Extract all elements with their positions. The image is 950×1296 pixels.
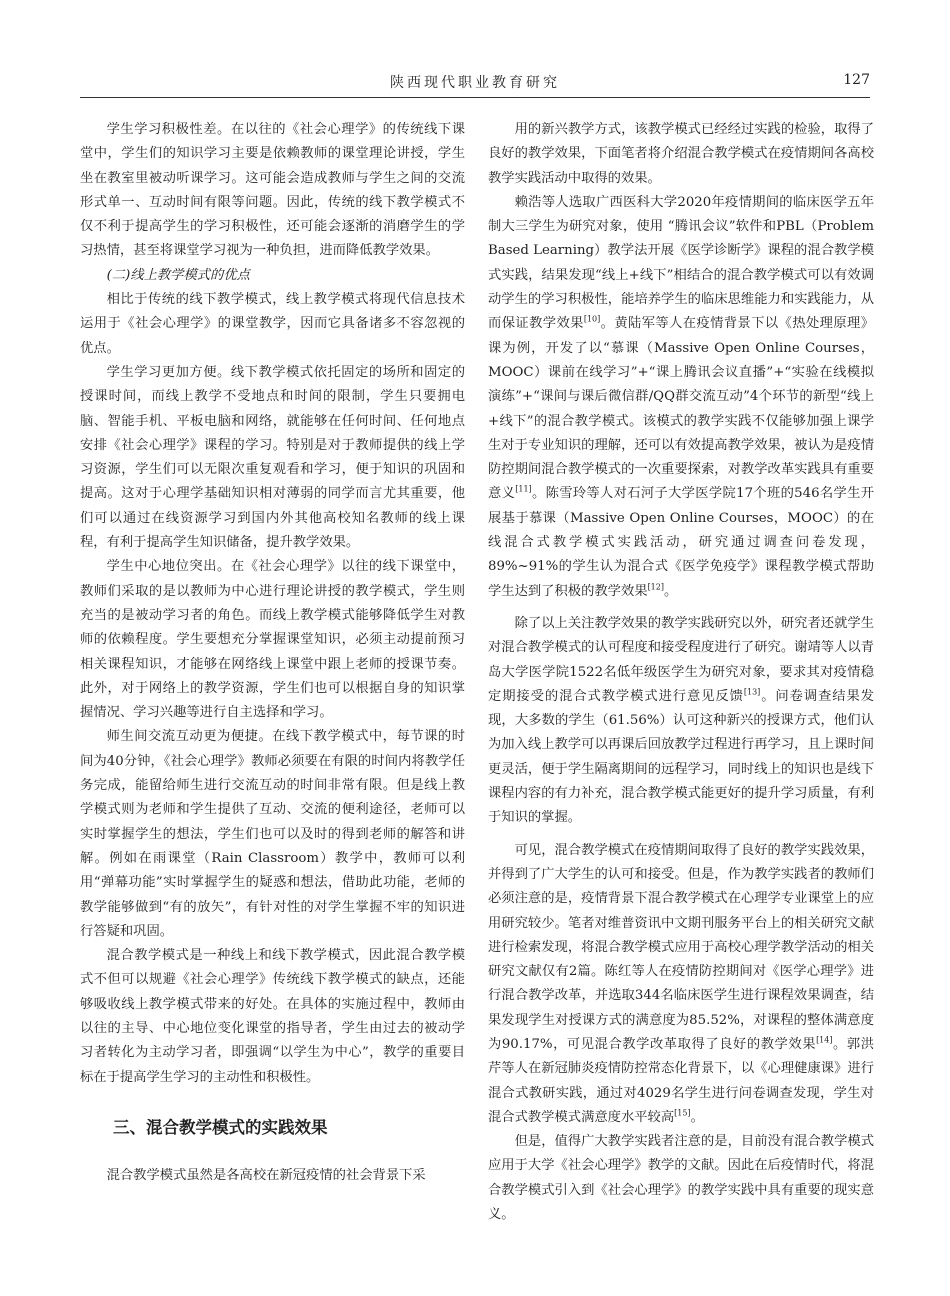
citation: [11] [515,485,532,495]
text-run: 。问卷调查结果发现，大多数的学生（61.56%）认可这种新兴的授课方式，他们认为加入线上教学可以再课后回放教学过程进行再学习，且上课时间更灵活，便于学生隔离期间的远程学习，同时线上的知识也是线下课程内容的有力补充，混合教学模式能更好的提升学习质量，有利于知识的掌握。 [488,688,875,826]
paragraph: 用的新兴教学方式，该教学模式已经经过实践的检验，取得了良好的教学效果，下面笔者将介绍混合教学模式在疫情期间各高校教学实践活动中取得的效果。 [488,122,874,186]
sub-heading: (二)线上教学模式的优点 [106,267,250,283]
citation: [13] [743,687,761,697]
journal-title: 陕西现代职业教育研究 [390,75,560,91]
text-run: 除了以上关注教学效果的教学实践研究以外，研究者还就学生对混合教学模式的认可程度和接受程度进行了研究。谢靖等人以青岛大学医学院1522名低年级医学生为研究对象，要求其对疫情稳定期接受的混合式教学模式进行意见反馈 [488,615,874,704]
right-column [488,118,874,1227]
citation: [15] [674,1108,691,1118]
citation: [12] [647,582,664,592]
text-run: 。陈雪玲等人对石河子大学医学院17个班的546名学生开展基于慕课（Massive Open Online Courses，MOOC）的在线混合式教学模式实践活动，研究通过调查问卷发现，89%~91%的学生认为混合式《医学免疫学》课程教学模式帮助学生达到了积极的教学效果 [488,486,875,599]
paragraph: 混合教学模式虽然是各高校在新冠疫情的社会背景下采 [106,1167,426,1183]
text-run: 。郭洪芹等人在新冠肺炎疫情防控常态化背景下，以《心理健康课》进行混合式教研实践，通过对4029名学生进行问卷调查发现，学生对混合式教学模式满意度水平较高 [488,1036,875,1125]
running-header [80,70,870,96]
paragraph: 但是，值得广大教学实践者注意的是，目前没有混合教学模式应用于大学《社会心理学》教学的文献。因此在后疫情时代，将混合教学模式引入到《社会心理学》的教学实践中具有重要的现实意义。 [488,1134,874,1223]
paragraph: 学生学习更加方便。线下教学模式依托固定的场所和固定的授课时间，而线上教学不受地点和时间的限制，学生只要拥电脑、智能手机、平板电脑和网络，就能够在任何时间、任何地点安排《社会心理学》课程的学习。特别是对于教师提供的线上学习资源，学生们可以无限次重复观看和学习，便于知识的巩固和提高。这对于心理学基础知识相对薄弱的同学而言尤其重要，他们可以通过在线资源学习到国内外其他高校知名教师的线上课程，有利于提高学生知识储备，提升教学效果。 [80,364,465,551]
citation: [10] [583,314,601,324]
paragraph [488,191,874,604]
text-run: 赖浩等人选取广西医科大学2020年疫情期间的临床医学五年制大三学生为研究对象，使用 “腾讯会议”软件和PBL（Problem Based Learning）教学法开展《医学诊断学》课程的混合教学模式实践，结果发现“线上+线下”相结合的混合教学模式可以有效调动学生的学习积极性，能培养学生的临床思维能力和实践能力，从而保证教学效果 [488,194,874,332]
header-rule [80,97,870,98]
page-number: 127 [843,72,870,88]
left-column [80,118,465,1188]
text-run: 。 [663,583,678,599]
paragraph: 混合教学模式是一种线上和线下教学模式，因此混合教学模式不但可以规避《社会心理学》传统线下教学模式的缺点，还能够吸收线上教学模式带来的好处。在具体的实施过程中，教师由以往的主导、中心地位变化课堂的指导者，学生由过去的被动学习者转化为主动学习者，即强调“以学生为中心”，教学的重要目标在于提高学生学习的主动性和积极性。 [80,948,465,1085]
section-heading: 三、混合教学模式的实践效果 [113,1117,328,1137]
spacer [488,604,874,612]
text-run: 。黄陆军等人在疫情背景下以《热处理原理》课为例，开发了以“慕课（Massive Open Online Courses， MOOC）课前在线学习”+“课上腾讯会议直播”+“实验在线模拟演练”+“课间与课后微信群/QQ群交流互动”4个环节的新型“线上+线下”的混合教学模式。该模式的教学实践不仅能够加强上课学生对于专业知识的理解，还可以有效提高教学效果，被认为是疫情防控期间混合教学模式的一次重要探索，对教学改革实践具有重要意义 [488,316,875,502]
paragraph: 学生学习积极性差。在以往的《社会心理学》的传统线下课堂中，学生们的知识学习主要是依赖教师的课堂理论讲授，学生坐在教室里被动听课学习。这可能会造成教师与学生之间的交流形式单一、互动时间有限等问题。因此，传统的线下教学模式不仅不利于提高学生的学习积极性，还可能会逐渐的消磨学生的学习热情，甚至将课堂学习视为一种负担，进而降低教学效果。 [80,122,465,259]
paragraph [488,612,874,831]
citation: [14] [816,1035,833,1045]
paragraph: 相比于传统的线下教学模式，线上教学模式将现代信息技术运用于《社会心理学》的课堂教学，因而它具备诸多不容忽视的优点。 [80,292,465,356]
text-run: 。 [690,1109,704,1125]
text-run: 可见，混合教学模式在疫情期间取得了良好的教学实践效果，并得到了广大学生的认可和接受。但是，作为教学实践者的教师们必须注意的是，疫情背景下混合教学模式在心理学专业课堂上的应用研究较少。笔者对维普资讯中文期刊服务平台上的相关研究文献进行检索发现，将混合教学模式应用于高校心理学教学活动的相关研究文献仅有2篇。陈红等人在疫情防控期间对《医学心理学》进行混合教学改革，并选取344名临床医学生进行课程效果调查，结果发现学生对授课方式的满意度为85.52%，对课程的整体满意度为90.17%，可见混合教学改革取得了良好的教学效果 [488,842,874,1052]
paragraph [488,839,874,1131]
paragraph: 学生中心地位突出。在《社会心理学》以往的线下课堂中，教师们采取的是以教师为中心进行理论讲授的教学模式，学生则充当的是被动学习者的角色。而线上教学模式能够降低学生对教师的依赖程度。学生要想充分掌握课堂知识，必须主动提前预习相关课程知识，才能够在网络线上课堂中跟上老师的授课节奏。此外，对于网络上的教学资源，学生们也可以根据自身的知识掌握情况、学习兴趣等进行自主选择和学习。 [80,559,465,721]
spacer [488,831,874,839]
paragraph: 师生间交流互动更为便捷。在线下教学模式中，每节课的时间为40分钟，《社会心理学》教师必须要在有限的时间内将教学任务完成，能留给师生进行交流互动的时间非常有限。但是线上教学模式则为老师和学生提供了互动、交流的便利途径，老师可以实时掌握学生的想法，学生们也可以及时的得到老师的解答和讲解。例如在雨课堂（Rain Classroom）教学中，教师可以利用“弹幕功能”实时掌握学生的疑惑和想法，借助此功能，老师的教学能够做到“有的放矢”，有针对性的对学生掌握不牢的知识进行答疑和巩固。 [80,729,465,939]
